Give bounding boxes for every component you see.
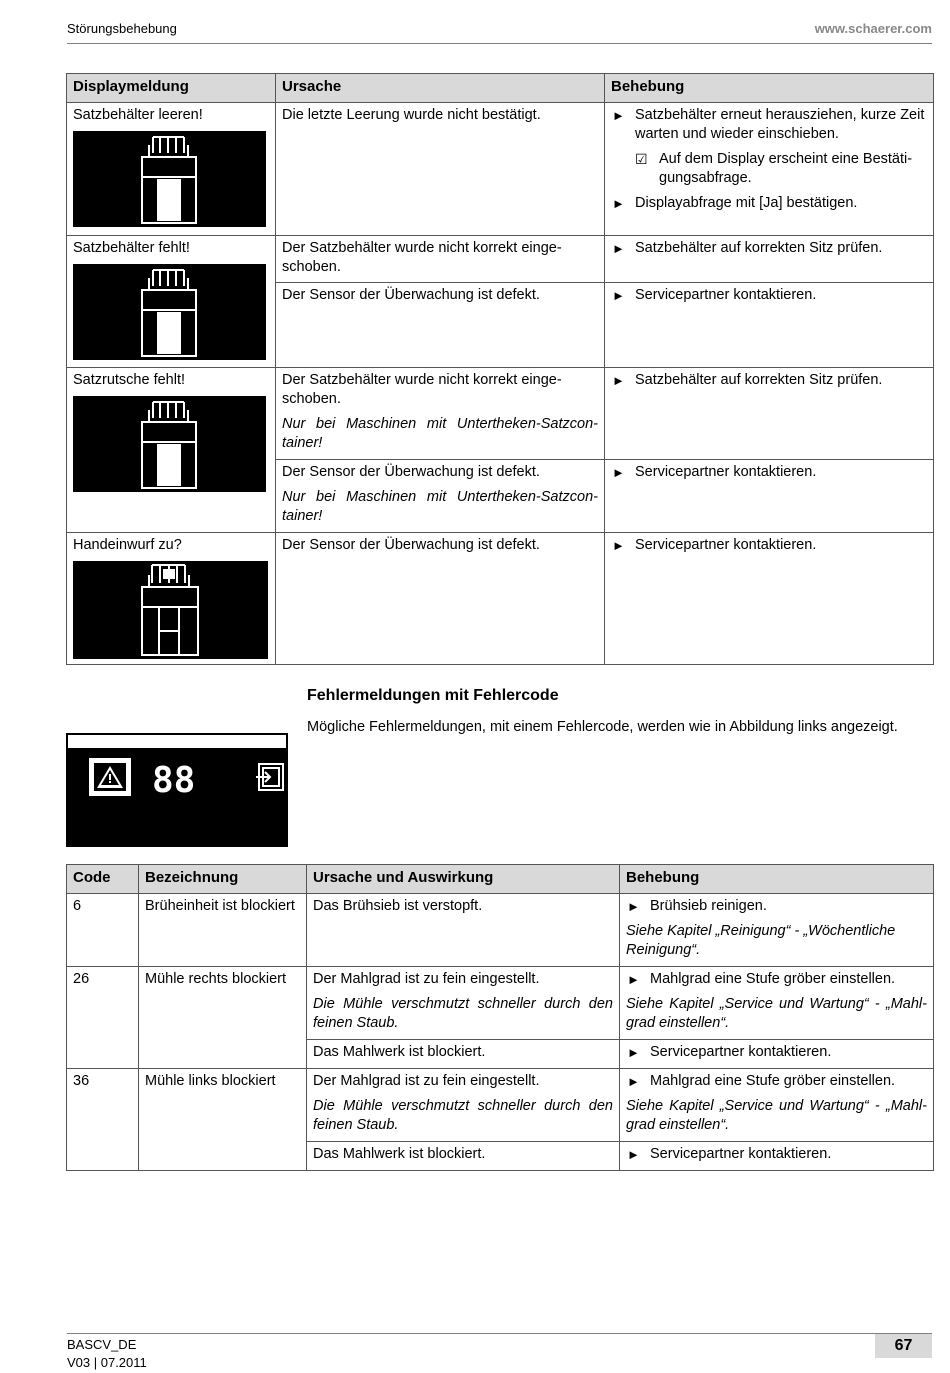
- col-code: Code: [67, 865, 139, 894]
- name-cell: Mühle rechts blockiert: [139, 967, 307, 1069]
- col-ursache-auswirkung: Ursache und Auswirkung: [307, 865, 620, 894]
- error-code-value: 88: [152, 760, 196, 801]
- chapter-reference: Siehe Kapitel „Service und Wartung“ - „Mahlgrad einstellen“.: [626, 996, 927, 1031]
- triangle-bullet-icon: ►: [627, 972, 640, 987]
- display-message-cell: [67, 103, 276, 236]
- fix-cell: [605, 533, 934, 665]
- fix-cell: [605, 368, 934, 460]
- footer-doc-id: BASCV_DE: [67, 1337, 137, 1352]
- cause-note: Die Mühle verschmutzt schneller durch den feinen Staub.: [313, 996, 613, 1031]
- fix-cell: [620, 1040, 934, 1069]
- container-full-display-icon: [73, 131, 266, 227]
- display-message-table: [66, 73, 934, 665]
- triangle-bullet-icon: ►: [627, 1147, 640, 1162]
- fix-step: ► Displayabfrage mit [Ja] bestätigen.: [612, 195, 858, 211]
- triangle-bullet-icon: ►: [627, 1074, 640, 1089]
- fix-cell: [605, 236, 934, 283]
- col-behebung: Behebung: [620, 865, 934, 894]
- triangle-bullet-icon: ►: [612, 108, 625, 123]
- table-header-row: [67, 865, 934, 894]
- cause-note: Nur bei Maschinen mit Untertheken-Satzcontainer!: [282, 416, 598, 451]
- header-section: Störungsbehebung: [67, 21, 177, 36]
- cause-cell: [276, 103, 605, 236]
- message-text: Satzbehälter leeren!: [73, 107, 203, 123]
- triangle-bullet-icon: ►: [612, 373, 625, 388]
- header-website: www.schaerer.com: [814, 21, 932, 36]
- code-cell: 26: [67, 967, 139, 1069]
- fix-cell: [620, 894, 934, 967]
- cause-cell: Der Mahlgrad ist zu fein eingestellt. Die Mühle verschmutzt schneller durch den feinen Staub.: [307, 1069, 620, 1142]
- cause-cell: Der Sensor der Überwachung ist defekt.: [276, 283, 605, 368]
- fix-step: ► Servicepartner kontaktieren.: [627, 1044, 832, 1060]
- display-message-cell: [67, 236, 276, 368]
- triangle-bullet-icon: ►: [612, 465, 625, 480]
- fix-cell: [605, 283, 934, 368]
- table-row: [67, 103, 934, 236]
- col-ursache: Ursache: [276, 74, 605, 103]
- col-bezeichnung: Bezeichnung: [139, 865, 307, 894]
- triangle-bullet-icon: ►: [627, 899, 640, 914]
- col-behebung: Behebung: [605, 74, 934, 103]
- fix-result: ☑ Auf dem Display erscheint eine Bestätigungsabfrage.: [635, 151, 913, 186]
- cause-cell: Der Mahlgrad ist zu fein eingestellt. Die Mühle verschmutzt schneller durch den feinen Staub.: [307, 967, 620, 1040]
- table-row: [67, 967, 934, 1040]
- cause-note: Die Mühle verschmutzt schneller durch den feinen Staub.: [313, 1098, 613, 1133]
- chapter-reference: Siehe Kapitel „Reinigung“ - „Wöchentliche Reinigung“.: [626, 923, 896, 958]
- fix-step: ► Servicepartner kontaktieren.: [612, 537, 817, 553]
- fix-cell: [620, 967, 934, 1040]
- name-cell: Mühle links blockiert: [139, 1069, 307, 1171]
- message-text: Handeinwurf zu?: [73, 537, 182, 553]
- footer-divider: [67, 1333, 932, 1334]
- triangle-bullet-icon: ►: [612, 538, 625, 553]
- table-row: [67, 236, 934, 283]
- chapter-reference: Siehe Kapitel „Service und Wartung“ - „Mahlgrad einstellen“.: [626, 1098, 927, 1133]
- fix-step: ► Mahlgrad eine Stufe gröber einstellen.: [627, 1073, 896, 1089]
- table-row: [67, 533, 934, 665]
- cause-note: Nur bei Maschinen mit Untertheken-Satzcontainer!: [282, 489, 598, 524]
- triangle-bullet-icon: ►: [612, 288, 625, 303]
- code-cell: 6: [67, 894, 139, 967]
- container-missing-display-icon: [73, 264, 266, 360]
- chute-missing-display-icon: [73, 396, 266, 492]
- cause-cell: Das Mahlwerk ist blockiert.: [307, 1040, 620, 1069]
- cause-cell: Das Brühsieb ist verstopft.: [307, 894, 620, 967]
- error-code-display: [66, 733, 288, 847]
- table-row: [67, 894, 934, 967]
- display-message-cell: [67, 368, 276, 533]
- error-code-table: [66, 864, 934, 1171]
- table-header-row: [67, 74, 934, 103]
- page-number: 67: [875, 1334, 932, 1358]
- manual-insert-display-icon: [73, 561, 268, 659]
- fix-step: ► Servicepartner kontaktieren.: [612, 464, 817, 480]
- fix-cell: [605, 460, 934, 533]
- code-cell: 36: [67, 1069, 139, 1171]
- fix-step: ► Satzbehälter erneut herausziehen, kurze Zeit warten und wieder einschieben.: [612, 107, 925, 142]
- table-row: [67, 368, 934, 460]
- name-cell: Brüheinheit ist blockiert: [139, 894, 307, 967]
- triangle-bullet-icon: ►: [627, 1045, 640, 1060]
- fix-cell: [620, 1069, 934, 1142]
- fix-step: ► Servicepartner kontaktieren.: [627, 1146, 832, 1162]
- fix-step: ► Brühsieb reinigen.: [627, 898, 767, 914]
- cause-cell: Der Satzbehälter wurde nicht korrekt eingeschoben.: [276, 236, 605, 283]
- section-title: Fehlermeldungen mit Fehlercode: [307, 687, 559, 704]
- fix-cell: [605, 103, 934, 236]
- fix-step: ► Servicepartner kontaktieren.: [612, 287, 817, 303]
- message-text: Satzrutsche fehlt!: [73, 372, 186, 388]
- fix-step: ► Satzbehälter auf korrekten Sitz prüfen.: [612, 372, 883, 388]
- fix-cell: [620, 1142, 934, 1171]
- fix-step: ► Mahlgrad eine Stufe gröber einstellen.: [627, 971, 896, 987]
- display-message-cell: [67, 533, 276, 665]
- cause-text: Die letzte Leerung wurde nicht bestätigt.: [282, 107, 541, 123]
- col-displaymeldung: Displaymeldung: [67, 74, 276, 103]
- cause-cell: Der Satzbehälter wurde nicht korrekt eingeschoben. Nur bei Maschinen mit Untertheken-Satzcontainer!: [276, 368, 605, 460]
- fix-step: ► Satzbehälter auf korrekten Sitz prüfen.: [612, 240, 883, 256]
- triangle-bullet-icon: ►: [612, 241, 625, 256]
- cause-cell: Der Sensor der Überwachung ist defekt. Nur bei Maschinen mit Untertheken-Satzcontainer!: [276, 460, 605, 533]
- page-header: [67, 21, 932, 44]
- section-description: Mögliche Fehlermeldungen, mit einem Fehlercode, werden wie in Abbildung links angezeigt.: [307, 719, 898, 735]
- triangle-bullet-icon: ►: [612, 196, 625, 211]
- checkbox-checked-icon: ☑: [635, 151, 648, 167]
- footer-version: V03 | 07.2011: [67, 1355, 147, 1370]
- table-row: [67, 1069, 934, 1142]
- cause-cell: Der Sensor der Überwachung ist defekt.: [276, 533, 605, 665]
- cause-cell: Das Mahlwerk ist blockiert.: [307, 1142, 620, 1171]
- message-text: Satzbehälter fehlt!: [73, 240, 190, 256]
